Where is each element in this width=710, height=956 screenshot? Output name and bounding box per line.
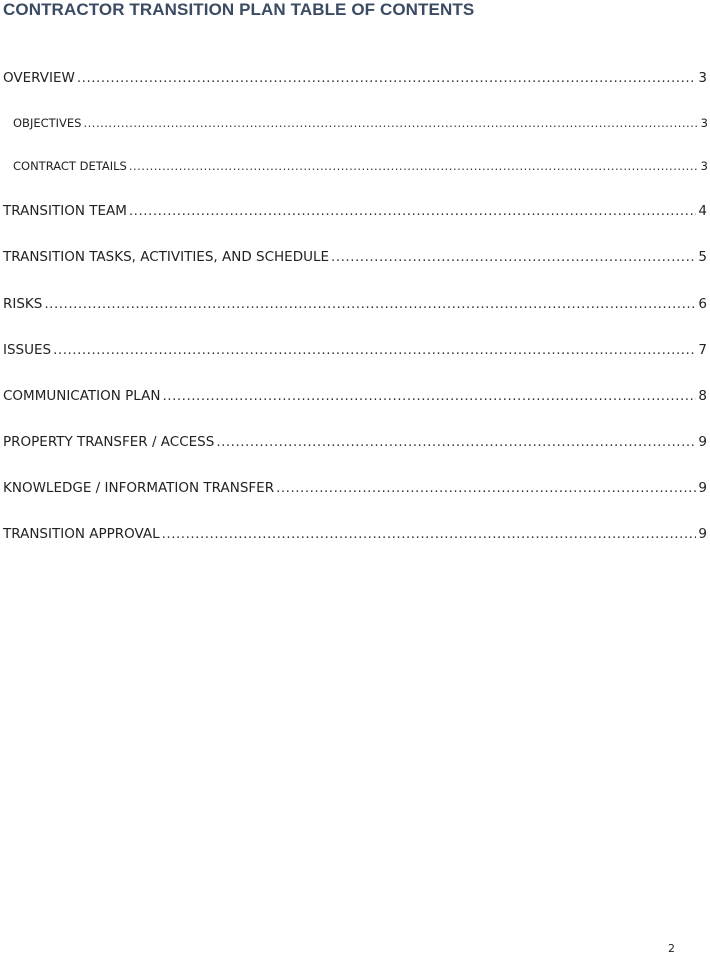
- dot-leader: [77, 70, 697, 86]
- toc-entry-label: TRANSITION TASKS, ACTIVITIES, AND SCHEDULE: [3, 249, 330, 265]
- toc-entry-label: OVERVIEW: [3, 70, 75, 86]
- toc-entry-issues[interactable]: [3, 342, 707, 358]
- toc-entry-objectives[interactable]: [13, 116, 708, 130]
- toc-entry-label: COMMUNICATION PLAN: [3, 388, 161, 404]
- toc-entry-page: 6: [698, 296, 707, 312]
- toc-entry-knowledge-transfer[interactable]: [3, 480, 707, 496]
- toc-entry-page: 9: [698, 480, 707, 496]
- toc-entry-label: CONTRACT DETAILS: [13, 159, 127, 173]
- toc-entry-page: 9: [698, 526, 707, 542]
- dot-leader: [83, 116, 698, 130]
- dot-leader: [53, 342, 696, 358]
- toc-entry-label: RISKS: [3, 296, 43, 312]
- dot-leader: [276, 480, 696, 496]
- toc-entry-page: 9: [698, 434, 707, 450]
- toc-entry-page: 3: [700, 159, 708, 173]
- toc-entry-page: 3: [700, 116, 708, 130]
- toc-entry-page: 4: [698, 203, 707, 219]
- page-number: 2: [668, 942, 675, 955]
- toc-entry-page: 3: [698, 70, 707, 86]
- toc-entry-page: 5: [698, 249, 707, 265]
- toc-entry-label: OBJECTIVES: [13, 116, 82, 130]
- toc-entry-transition-team[interactable]: [3, 203, 707, 219]
- toc-entry-label: TRANSITION TEAM: [3, 203, 127, 219]
- page-title: CONTRACTOR TRANSITION PLAN TABLE OF CONTENTS: [3, 0, 475, 19]
- dot-leader: [331, 249, 696, 265]
- toc-entry-overview[interactable]: [3, 70, 707, 86]
- dot-leader: [44, 296, 696, 312]
- toc-entry-transition-approval[interactable]: [3, 526, 707, 542]
- toc-entry-transition-tasks[interactable]: [3, 249, 707, 265]
- dot-leader: [162, 526, 697, 542]
- dot-leader: [129, 203, 697, 219]
- toc-entry-page: 8: [698, 388, 707, 404]
- toc-entry-label: ISSUES: [3, 342, 52, 358]
- toc-entry-communication-plan[interactable]: [3, 388, 707, 404]
- dot-leader: [129, 159, 698, 173]
- toc-entry-risks[interactable]: [3, 296, 707, 312]
- toc-entry-label: PROPERTY TRANSFER / ACCESS: [3, 434, 215, 450]
- dot-leader: [162, 388, 696, 404]
- dot-leader: [216, 434, 696, 450]
- toc-entry-property-transfer[interactable]: [3, 434, 707, 450]
- toc-entry-label: KNOWLEDGE / INFORMATION TRANSFER: [3, 480, 275, 496]
- toc-entry-page: 7: [698, 342, 707, 358]
- toc-entry-contract-details[interactable]: [13, 159, 708, 173]
- toc-entry-label: TRANSITION APPROVAL: [3, 526, 160, 542]
